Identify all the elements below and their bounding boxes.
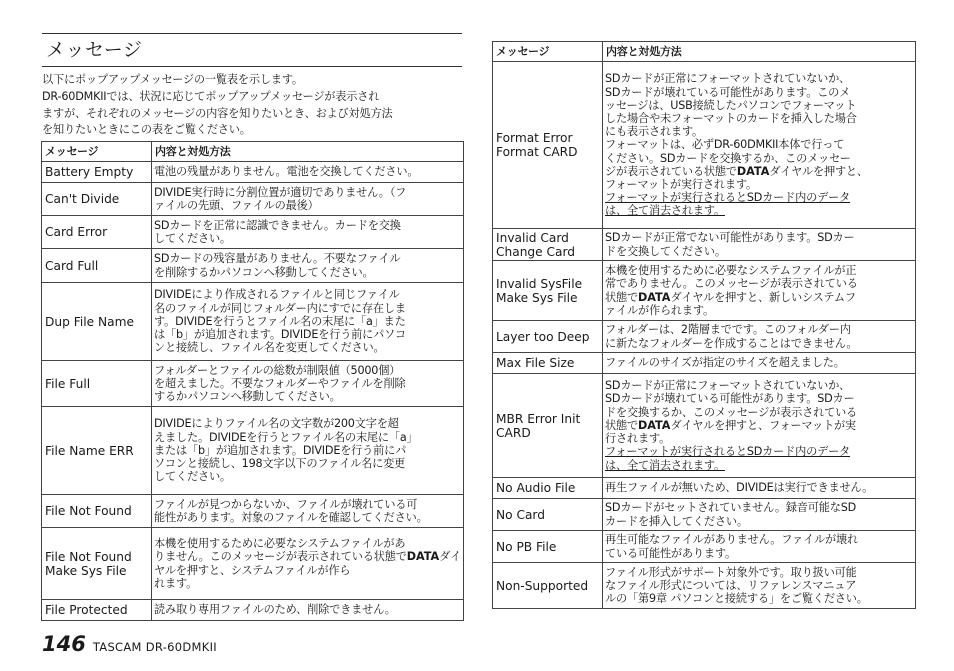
description-cell	[603, 353, 916, 374]
message-cell	[42, 162, 152, 183]
description-text: SDカードが正常にフォーマットされていないか、	[605, 72, 851, 86]
message-cell	[493, 563, 603, 609]
intro-paragraph	[42, 72, 464, 139]
description-text: するかパソコンへ移動してください。	[154, 390, 341, 404]
description-line	[154, 431, 461, 444]
description-line	[154, 550, 461, 576]
description-line	[154, 444, 461, 457]
description-text: フォルダーは、2階層までです。このフォルダー内	[605, 323, 851, 337]
description-text: 本機を使用するために必要なシステムファイルが正	[605, 264, 857, 278]
description-line	[154, 511, 461, 524]
header-message: メッセージ	[42, 142, 152, 162]
description-line	[154, 457, 461, 470]
description-line	[154, 266, 461, 279]
description-text: 再生可能なファイルがありません。ファイルが壊れ	[605, 533, 858, 547]
message-line: File Not Found	[45, 549, 132, 564]
description-line	[605, 231, 913, 244]
data-dial-label: DATA	[736, 164, 770, 178]
description-line: ァイルが作られます。	[605, 303, 714, 317]
description-cell	[603, 229, 916, 261]
description-line	[154, 377, 461, 390]
description-text: 読み取り専用ファイルのため、削除できません。	[154, 603, 396, 617]
description-line: れます。	[154, 576, 198, 590]
message-cell	[493, 229, 603, 261]
table-row	[42, 162, 464, 183]
description-line	[154, 219, 461, 232]
description-text: DIVIDE実行時に分割位置が適切でありません。（フ	[154, 185, 407, 199]
description-text: ソコンと接続し、198文字以下のファイル名に変更	[154, 457, 406, 471]
table-header-row	[42, 142, 464, 162]
message-cell	[42, 528, 152, 600]
description-cell	[152, 183, 464, 216]
table-row	[42, 183, 464, 216]
description-text: DIVIDEにより作成されるファイルと同じファイル	[154, 288, 400, 302]
description-text: フォルダーとファイルの総数が制限値（5000個）	[154, 363, 401, 377]
description-cell	[603, 261, 916, 321]
description-line	[154, 232, 461, 245]
page-footer	[42, 632, 217, 658]
warning-note: は、全て消去されます。	[605, 204, 725, 218]
message-cell	[42, 183, 152, 216]
description-line	[605, 72, 913, 85]
intro-line: DR-60DMKIIでは、状況に応じてポップアップメッセージが表示され	[42, 89, 380, 103]
message-line: Non-Supported	[496, 578, 589, 593]
description-text: してください。	[154, 470, 231, 484]
description-text: は「b」が追加されます。DIVIDEを行う前にパソコ	[154, 328, 406, 342]
table-row	[493, 62, 916, 229]
description-cell	[152, 162, 464, 183]
table-row	[493, 261, 916, 321]
description-text: ッセージは、USB接続したパソコンでフォーマット	[605, 98, 857, 112]
description-text: 能性があります。対象のファイルを確認してください。	[154, 511, 428, 524]
table-row	[493, 353, 916, 374]
table-row	[493, 321, 916, 353]
data-dial-label: DATA	[637, 290, 671, 304]
description-text: ファイル形式がサポート対象外です。取り扱い可能	[605, 565, 857, 579]
description-line	[605, 566, 913, 579]
description-line	[605, 323, 913, 336]
table-row	[42, 600, 464, 621]
description-text: ンと接続し、ファイル名を変更してください。	[154, 341, 385, 355]
description-text: 状態で	[605, 290, 638, 304]
message-table-right	[492, 41, 916, 609]
description-line	[605, 152, 913, 165]
description-line	[605, 264, 913, 277]
description-cell	[152, 249, 464, 283]
description-text: を超えました。不要なフォルダーやファイルを削除	[154, 376, 406, 390]
description-line	[605, 547, 913, 560]
description-line	[154, 315, 461, 328]
description-text: SDカードがセットされていません。録音可能なSD	[605, 501, 857, 515]
message-cell	[493, 374, 603, 478]
table-row	[42, 216, 464, 249]
description-line	[154, 199, 461, 212]
description-line	[154, 417, 461, 430]
description-line	[605, 138, 913, 151]
description-line	[154, 341, 461, 354]
description-text: した場合や未フォーマットのカードを挿入した場合	[605, 111, 857, 125]
description-text: または「b」が追加されます。DIVIDEを行う前にパ	[154, 443, 407, 457]
header-content: 内容と対処方法	[603, 42, 916, 62]
message-line: Make Sys File	[496, 290, 578, 305]
message-line: MBR Error Init	[496, 411, 581, 426]
table-header-row	[493, 42, 916, 62]
table-row	[42, 361, 464, 407]
description-cell	[603, 478, 916, 499]
description-line	[154, 364, 461, 377]
description-cell	[152, 216, 464, 249]
description-text: 電池の残量がありません。電池を交換してください。	[154, 165, 419, 179]
description-cell	[152, 528, 464, 600]
intro-line: を知りたいときにこの表をご覧ください。	[42, 123, 251, 137]
message-line: Invalid SysFile	[496, 276, 583, 291]
description-text: SDカードが壊れている可能性があります。このメ	[605, 85, 851, 99]
message-line: Layer too Deep	[496, 329, 590, 344]
page-number: 146	[42, 632, 86, 656]
data-dial-label: DATA	[406, 550, 440, 564]
description-text: にも表示されます。	[605, 125, 703, 139]
description-text: を削除するかパソコンへ移動してください。	[154, 265, 374, 279]
message-cell	[493, 499, 603, 531]
description-text: SDカードの残容量がありません。不要なファイル	[154, 252, 401, 266]
table-row	[493, 531, 916, 563]
page-title: メッセージ	[42, 33, 462, 67]
warning-note: フォーマットが実行されるとSDカード内のデータ	[605, 191, 851, 205]
message-line: Can't Divide	[45, 192, 120, 206]
message-line: File Full	[45, 376, 91, 391]
table-row	[42, 495, 464, 528]
description-text: ジが表示されている状態で	[605, 164, 737, 178]
description-line	[154, 498, 461, 511]
footer-brand: TASCAM DR-60DMKII	[92, 640, 217, 654]
description-line	[605, 356, 913, 369]
description-line	[605, 379, 913, 392]
description-text: ダイヤルを押すと、	[769, 164, 868, 178]
intro-line: ますが、それぞれのメッセージの内容を知りたいとき、および対処方法	[42, 106, 393, 120]
message-line: Format Error	[496, 131, 573, 145]
description-text: 本機を使用するために必要なシステムファイルがあ	[154, 537, 406, 551]
description-cell	[603, 321, 916, 353]
description-text: カードを挿入してください。	[605, 514, 748, 528]
description-cell	[152, 283, 464, 361]
description-line	[605, 99, 913, 112]
warning-note: は、全て消去されます。	[605, 458, 725, 472]
description-text: SDカードが正常にフォーマットされていないか、	[605, 379, 851, 393]
message-line: Card Full	[45, 258, 99, 273]
description-text: ファイルのサイズが指定のサイズを超えました。	[605, 356, 845, 370]
description-line	[605, 592, 913, 605]
table-row	[42, 249, 464, 283]
description-cell	[603, 531, 916, 563]
description-text: えました。DIVIDEを行うとファイル名の末尾に「a」	[154, 430, 418, 444]
description-line	[154, 537, 461, 550]
table-row	[493, 563, 916, 609]
table-row	[493, 229, 916, 261]
description-line	[605, 533, 913, 546]
message-cell	[493, 531, 603, 563]
description-cell	[152, 495, 464, 528]
description-text: ダイヤルを押すと、フォーマットが実	[670, 418, 856, 432]
description-cell	[603, 374, 916, 478]
description-cell	[603, 563, 916, 609]
description-text: ダイヤルを押すと、新しいシステムフ	[670, 290, 856, 304]
description-line	[605, 86, 913, 99]
table-row	[42, 528, 464, 600]
description-line	[605, 277, 913, 290]
description-text: SDカードが壊れている可能性があります。SDカー	[605, 392, 855, 406]
data-dial-label: DATA	[637, 418, 671, 432]
header-message: メッセージ	[493, 42, 603, 62]
description-cell	[603, 62, 916, 229]
message-line: Dup File Name	[45, 314, 134, 329]
description-line: 行されます。	[605, 432, 671, 446]
message-cell	[42, 361, 152, 407]
description-text: なファイル形式については、リファレンスマニュア	[605, 578, 857, 592]
description-line	[605, 337, 913, 350]
description-text: りません。このメッセージが表示されている状態で	[154, 550, 407, 564]
description-line	[605, 501, 913, 514]
message-line: Change Card	[496, 244, 576, 259]
intro-line: 以下にポップアップメッセージの一覧表を示します。	[42, 73, 303, 86]
description-line	[605, 419, 913, 432]
description-line	[605, 165, 913, 178]
description-text: 名のファイルが同じフォルダー内にすでに存在しま	[154, 301, 406, 315]
description-line	[605, 392, 913, 405]
description-line	[154, 302, 461, 315]
message-line: File Not Found	[45, 504, 132, 518]
description-text: SDカードを正常に認識できません。カードを交換	[154, 218, 401, 232]
message-cell	[42, 495, 152, 528]
message-cell	[42, 407, 152, 495]
description-text: ファイルが見つからないか、ファイルが壊れている可	[154, 497, 418, 511]
message-line: Format CARD	[496, 145, 578, 159]
message-line: Battery Empty	[45, 165, 134, 179]
description-cell	[603, 499, 916, 531]
description-text: 常でありません。このメッセージが表示されている	[605, 277, 858, 291]
description-text: ァイルの先頭、ファイルの最後）	[154, 199, 319, 212]
description-line	[605, 515, 913, 528]
message-line: CARD	[496, 425, 531, 440]
message-cell	[493, 321, 603, 353]
description-line	[154, 165, 461, 178]
description-text: 再生ファイルが無いため、DIVIDEは実行できません。	[605, 481, 874, 495]
description-cell	[152, 361, 464, 407]
table-row	[42, 283, 464, 361]
description-text: に新たなフォルダーを作成することはできません。	[605, 336, 858, 350]
description-cell	[152, 600, 464, 621]
header-content: 内容と対処方法	[152, 142, 464, 162]
message-cell	[493, 62, 603, 229]
message-line: File Name ERR	[45, 443, 134, 458]
message-cell	[42, 249, 152, 283]
description-text: ください。SDカードを交換するか、このメッセー	[605, 151, 851, 165]
message-line: Make Sys File	[45, 563, 127, 578]
message-line: Max File Size	[496, 356, 575, 370]
description-line	[154, 252, 461, 265]
description-line	[154, 470, 461, 483]
description-line	[605, 112, 913, 125]
warning-note: フォーマットが実行されるとSDカード内のデータ	[605, 445, 851, 459]
description-text: ドを交換するか、このメッセージが表示されている	[605, 405, 858, 419]
description-line	[154, 390, 461, 403]
message-cell	[42, 600, 152, 621]
description-text: す。DIVIDEを行うとファイル名の末尾に「a」また	[154, 314, 406, 328]
description-text: ダイヤルを押すと、システムファイルが作ら	[154, 550, 461, 577]
message-line: Invalid Card	[496, 230, 569, 245]
message-cell	[493, 261, 603, 321]
description-text: SDカードが正常でない可能性があります。SDカー	[605, 231, 855, 245]
description-text: 状態で	[605, 418, 638, 432]
table-row	[493, 374, 916, 478]
message-line: File Protected	[45, 603, 128, 617]
description-line	[605, 125, 913, 138]
description-text: フォーマットは、必ずDR-60DMKII本体で行って	[605, 138, 845, 152]
message-cell	[42, 283, 152, 361]
description-text: してください。	[154, 232, 231, 245]
description-line	[154, 328, 461, 341]
description-text: ドを交換してください。	[605, 244, 726, 258]
message-line: No PB File	[496, 539, 557, 554]
table-row	[42, 407, 464, 495]
table-row	[493, 499, 916, 531]
description-line	[154, 603, 461, 616]
message-line: Card Error	[45, 225, 108, 239]
description-text: ている可能性があります。	[605, 546, 736, 560]
description-text: DIVIDEによりファイル名の文字数が200文字を超	[154, 417, 399, 431]
description-line	[605, 245, 913, 258]
description-line	[605, 481, 913, 494]
description-line: フォーマットが実行されます。	[605, 178, 757, 191]
description-line	[605, 291, 913, 304]
description-line	[605, 406, 913, 419]
message-line: No Audio File	[496, 481, 576, 495]
description-cell	[152, 407, 464, 495]
message-line: No Card	[496, 507, 545, 522]
message-cell	[493, 353, 603, 374]
message-table-left	[41, 141, 464, 621]
description-line	[154, 186, 461, 199]
description-line	[605, 579, 913, 592]
description-line	[154, 288, 461, 301]
message-cell	[493, 478, 603, 499]
message-cell	[42, 216, 152, 249]
table-row	[493, 478, 916, 499]
description-text: ルの「第9章 パソコンと接続する」をご覧ください。	[605, 592, 868, 606]
